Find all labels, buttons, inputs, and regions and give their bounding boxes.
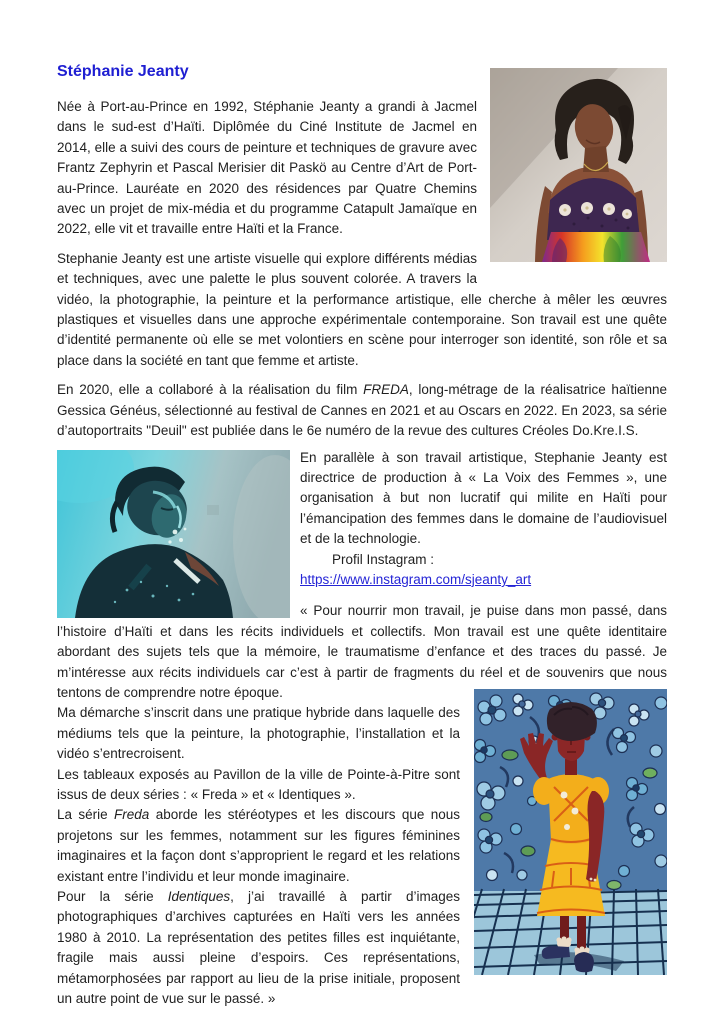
instagram-label: Profil Instagram : [332, 551, 435, 567]
bio-paragraph-1: Née à Port-au-Prince en 1992, Stéphanie Jeanty a grandi à Jacmel dans le sud-est d’Haïti. Diplômée du Ciné Institute de Jacmel en 2014, elle a suivi des cours de peinture et techniques de gravure avec Frantz Zephyrin et Pascal Merisier dit Paskö au Centre d’Art de Port-au-Prince. Lauréate en 2020 des résidences par Quatre Chemins avec un projet de mix-média et du programme Catapult Jamaïque en 2022, elle vit et travaille entre Haïti et la France. [57, 99, 477, 237]
film-title-freda: FREDA [363, 382, 409, 398]
artist-portrait-image [490, 68, 667, 262]
artist-portrait-photo [490, 68, 667, 262]
quote-paragraph-1: « Pour nourrir mon travail, je puise dans mon passé, dans l’histoire d’Haïti et dans les récits individuels et collectifs. Mon travail est une quête identitaire abordant des sujets tels que la mémoire, le traumatisme d’enfance et des traces du passé. Je m’intéresse aux récits individuels car c’est à partir de fragments du réel et de souvenirs que nous tentons de comprendre notre époque. [57, 603, 667, 700]
q4-before: La série [57, 807, 115, 823]
q5-before: Pour la série [57, 889, 168, 905]
page-title: Stéphanie Jeanty [57, 63, 189, 80]
performance-photo-image [57, 450, 290, 618]
bio-p3-before: En 2020, elle a collaboré à la réalisation du film [57, 382, 364, 398]
series-name-freda: Freda [114, 807, 150, 823]
bio-paragraph-4: En parallèle à son travail artistique, Stephanie Jeanty est directrice de production à « La Voix des Femmes », une organisation à but non lucratif qui milite en Haïti pour l’émancipation des femmes dans le domaine de l’audiovisuel et de la technologie. [300, 449, 667, 547]
painting-image [474, 689, 667, 975]
painting-girl-yellow-dress [474, 689, 667, 975]
q5-after: , j’ai travaillé à partir d’images photographiques d’archives capturées en Haïti vers les années 1980 à 2010. La représentation des petites filles est inquiétante, fragile mais aussi pleine d’espoirs. Ces représentations, métamorphosées par rapport au lieu de la prise initiale, proposent un autre point de vue sur le passé. » [57, 889, 460, 1007]
bio-paragraph-3 [57, 380, 667, 441]
instagram-link[interactable]: https://www.instagram.com/sjeanty_art [300, 571, 532, 587]
performance-photo [57, 450, 290, 618]
quote-paragraph-2: Ma démarche s’inscrit dans une pratique hybride dans laquelle des médiums tels que la peinture, la photographie, l’installation et la vidéo s’entrecroisent. [57, 705, 460, 762]
q4-after: aborde les stéréotypes et les discours que nous projetons sur les femmes, notamment sur les figures féminines imaginaires et la façon dont s’approprient le regard et les relations existant entre l’individu et leur monde imaginaire. [57, 807, 461, 884]
series-name-identiques: Identiques [167, 889, 231, 905]
quote-paragraph-3: Les tableaux exposés au Pavillon de la ville de Pointe-à-Pitre sont issus de deux séries : « Freda » et « Identiques ». [57, 766, 460, 802]
bio-p3-after: , long-métrage de la réalisatrice haïtienne Gessica Généus, sélectionné au festival de Cannes en 2021 et au Oscars en 2022. En 2023, sa série d’autoportraits "Deuil" est publiée dans le 6e numéro de la revue des cultures Créoles Do.Kre.I.S. [57, 382, 667, 439]
bio-paragraph-2: Stephanie Jeanty est une artiste visuelle qui explore différents médias et techniques, avec une palette le plus souvent colorée. A travers la vidéo, la photographie, la peinture et la performance artistique, elle cherche à mêler les œuvres plastiques et visuelles dans une approche expérimentale contemporaine. Son travail est une quête d’identité permanente où elle se met volontiers en scène pour interroger son identité, son rôle et sa place dans la société en tant que femme et artiste. [57, 250, 667, 368]
